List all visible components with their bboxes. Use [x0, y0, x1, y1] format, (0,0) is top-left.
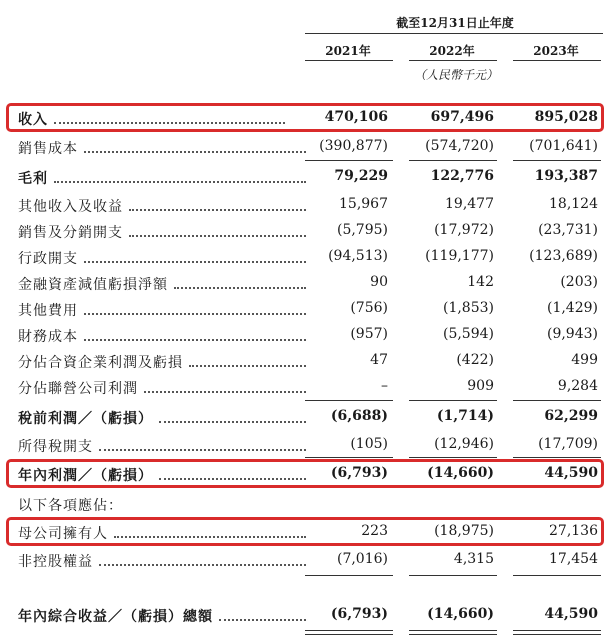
value-2021: (6,688): [330, 408, 388, 424]
value-2021: 47: [370, 352, 388, 368]
unit-label: （人民幣千元）: [413, 68, 498, 82]
value-2023: 895,028: [534, 109, 598, 125]
row-label: 行政開支: [18, 251, 78, 267]
dotted-leader: [99, 556, 306, 566]
dotted-leader: [84, 305, 306, 315]
table-row: [0, 548, 610, 572]
subtotal-rule: [305, 160, 393, 161]
value-2021: (94,513): [328, 248, 388, 264]
value-2023: 44,590: [544, 465, 598, 481]
value-2023: (23,731): [538, 222, 598, 238]
value-2023: 18,124: [549, 196, 598, 212]
year-2021-underline: [305, 60, 393, 61]
value-2022: (574,720): [425, 138, 494, 154]
row-label: 母公司擁有人: [18, 526, 108, 542]
row-label: 所得稅開支: [18, 439, 93, 455]
subtotal-rule: [409, 457, 497, 458]
double-rule: [409, 630, 497, 635]
value-2021: (6,793): [330, 606, 388, 622]
row-label: 分佔聯營公司利潤: [18, 381, 138, 397]
value-2021: 15,967: [339, 196, 388, 212]
year-2023-header: 2023年: [533, 44, 579, 58]
header-divider: [305, 33, 603, 34]
value-2022: 909: [467, 378, 494, 394]
value-2021: 223: [361, 523, 388, 539]
subtotal-rule: [409, 400, 497, 401]
value-2021: (7,016): [336, 551, 388, 567]
value-2023: 9,284: [557, 378, 598, 394]
row-label: 銷售及分銷開支: [18, 225, 123, 241]
value-2022: (14,660): [427, 606, 494, 622]
table-row: [0, 349, 610, 373]
value-2021: 79,229: [334, 168, 388, 184]
value-2022: (18,975): [434, 523, 494, 539]
highlight-box: [6, 103, 604, 132]
highlight-box: [6, 517, 604, 546]
value-2023: (203): [560, 274, 598, 290]
dotted-leader: [174, 279, 306, 289]
table-row: [0, 323, 610, 347]
year-2022-header: 2022年: [429, 44, 475, 58]
table-row: [0, 375, 610, 399]
value-2022: (12,946): [434, 436, 494, 452]
row-label: 銷售成本: [18, 141, 78, 157]
value-2021: (5,795): [336, 222, 388, 238]
subtotal-rule: [305, 457, 393, 458]
row-label: 收入: [18, 112, 48, 128]
period-title: 截至12月31日止年度: [396, 16, 514, 30]
subtotal-rule: [305, 400, 393, 401]
row-label: 分佔合資企業利潤及虧損: [18, 355, 183, 371]
table-row: [0, 603, 610, 627]
value-2023: 17,454: [549, 551, 598, 567]
total-rule: [409, 575, 497, 576]
value-2023: (701,641): [529, 138, 598, 154]
dotted-leader: [84, 331, 306, 341]
dotted-leader: [84, 143, 306, 153]
year-2022-underline: [409, 60, 497, 61]
value-2023: 62,299: [544, 408, 598, 424]
dotted-leader: [129, 227, 306, 237]
value-2021: (105): [350, 436, 388, 452]
total-rule: [513, 575, 601, 576]
total-rule: [305, 575, 393, 576]
table-row: [0, 219, 610, 243]
value-2021: (390,877): [319, 138, 388, 154]
value-2021: –: [381, 378, 388, 394]
subtotal-rule: [409, 160, 497, 161]
value-2022: (1,853): [442, 300, 494, 316]
value-2022: (422): [456, 352, 494, 368]
table-row: [0, 297, 610, 321]
value-2021: (756): [350, 300, 388, 316]
table-row: [0, 165, 610, 189]
year-2023-underline: [513, 60, 601, 61]
value-2023: (1,429): [546, 300, 598, 316]
row-label: 財務成本: [18, 329, 78, 345]
table-row: [0, 193, 610, 217]
value-2023: (9,943): [546, 326, 598, 342]
table-row: [0, 492, 610, 516]
value-2023: 499: [571, 352, 598, 368]
table-row: [0, 271, 610, 295]
year-2021-header: 2021年: [325, 44, 371, 58]
dotted-leader: [219, 611, 306, 621]
subtotal-rule: [513, 160, 601, 161]
row-label: 其他費用: [18, 303, 78, 319]
row-label: 年內綜合收益／（虧損）總額: [18, 609, 213, 625]
value-2022: 697,496: [430, 109, 494, 125]
highlight-box: [6, 459, 604, 488]
value-2022: 142: [467, 274, 494, 290]
value-2023: 44,590: [544, 606, 598, 622]
row-label: 金融資產減值虧損淨額: [18, 277, 168, 293]
value-2023: 193,387: [534, 168, 598, 184]
table-row: [0, 433, 610, 457]
row-label: 非控股權益: [18, 554, 93, 570]
row-label: 年內利潤／（虧損）: [18, 468, 153, 484]
value-2021: 470,106: [324, 109, 388, 125]
dotted-leader: [54, 173, 306, 183]
dotted-leader: [129, 201, 306, 211]
table-row: [0, 135, 610, 159]
row-label: 毛利: [18, 171, 48, 187]
value-2022: (5,594): [442, 326, 494, 342]
value-2022: (17,972): [434, 222, 494, 238]
value-2023: 27,136: [549, 523, 598, 539]
table-row: [0, 245, 610, 269]
dotted-leader: [189, 357, 306, 367]
value-2022: (1,714): [436, 408, 494, 424]
dotted-leader: [144, 383, 306, 393]
dotted-leader: [84, 253, 306, 263]
row-label: 稅前利潤／（虧損）: [18, 411, 153, 427]
table-row: [0, 405, 610, 429]
double-rule: [305, 630, 393, 635]
dotted-leader: [159, 413, 306, 423]
subtotal-rule: [513, 457, 601, 458]
value-2022: 122,776: [430, 168, 494, 184]
value-2021: (957): [350, 326, 388, 342]
value-2022: 19,477: [445, 196, 494, 212]
value-2021: (6,793): [330, 465, 388, 481]
dotted-leader: [99, 441, 306, 451]
value-2023: (123,689): [529, 248, 598, 264]
double-rule: [513, 630, 601, 635]
value-2022: 4,315: [453, 551, 494, 567]
value-2022: (14,660): [427, 465, 494, 481]
row-label: 以下各項應佔：: [18, 498, 123, 514]
value-2023: (17,709): [538, 436, 598, 452]
subtotal-rule: [513, 400, 601, 401]
value-2021: 90: [370, 274, 388, 290]
row-label: 其他收入及收益: [18, 199, 123, 215]
value-2022: (119,177): [425, 248, 494, 264]
